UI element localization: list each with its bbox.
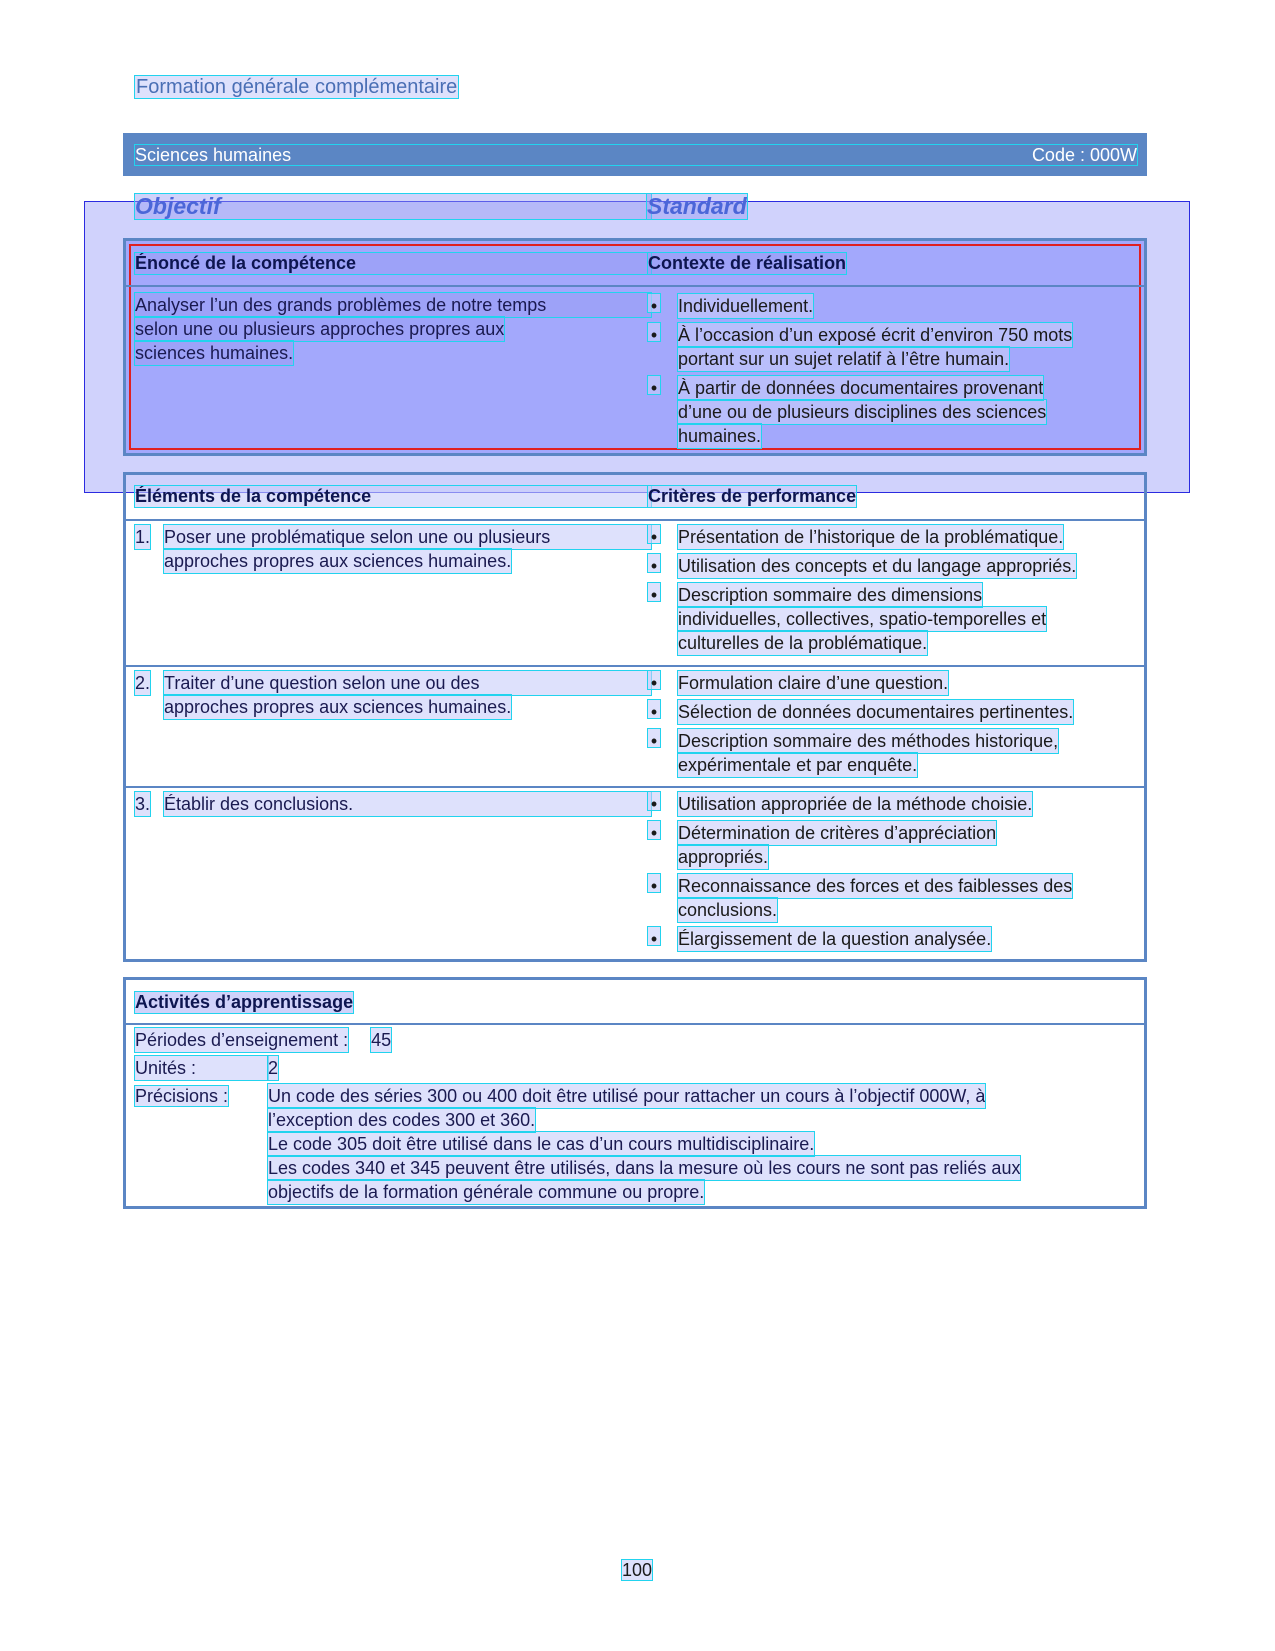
enonce-text: Analyser l’un des grands problèmes de notre temps selon une ou plusieurs approches propres aux sciences humaines. [135,293,651,365]
bullet-item: • Élargissement de la question analysée. [678,927,991,951]
bullet-icon: • [648,874,660,892]
enonce-header: Énoncé de la compétence [135,253,651,274]
bullet-icon: • [648,927,660,945]
bullet-item: • Individuellement. [678,294,813,318]
precisions-text: Un code des séries 300 ou 400 doit être utilisé pour rattacher un cours à l’objectif 000W, à l’exception des codes 300 et 360. Le code 305 doit être utilisé dans le cas d’un cours multidisciplinaire. Les codes 340 et 345 peuvent être utilisés, dans la mesure où les cours ne sont pas reliés aux objectifs de la formation générale commune ou propre. [268,1086,1021,1202]
bullet-icon: • [648,323,660,341]
bullet-item: • Présentation de l’historique de la problématique. [678,525,1063,549]
bullet-icon: • [648,729,660,747]
bullet-icon: • [648,671,660,689]
bullet-icon: • [648,294,660,312]
bullet-icon: • [648,583,660,601]
bullet-icon: • [648,821,660,839]
unites-row: Unités : 2 [135,1058,279,1078]
bullet-item: • Sélection de données documentaires pertinentes. [678,700,1073,724]
activites-header: Activités d’apprentissage [135,992,354,1012]
bullet-item: • Description sommaire des méthodes historique, expérimentale et par enquête. [678,729,1058,777]
bullet-item: • Formulation claire d’une question. [678,671,948,695]
contexte-header: Contexte de réalisation [648,253,847,273]
document-top-title: Formation générale complémentaire [136,76,458,98]
bullet-item: • Reconnaissance des forces et des faiblesses des conclusions. [678,874,1072,922]
header-band [123,133,1147,176]
bullet-item: • Utilisation des concepts et du langage appropriés. [678,554,1076,578]
bullet-item: • Utilisation appropriée de la méthode choisie. [678,792,1032,816]
elements-header: Éléments de la compétence [135,486,651,507]
standard-heading: Standard [647,193,747,219]
bullet-icon: • [648,525,660,543]
bullet-icon: • [648,792,660,810]
precisions-label: Précisions : [135,1086,229,1106]
objectif-heading: Objectif [135,194,651,219]
bullet-icon: • [648,700,660,718]
bullet-icon: • [648,554,660,572]
bullet-item: • À partir de données documentaires provenant d’une ou de plusieurs disciplines des sciences humaines. [678,376,1046,448]
bullet-icon: • [648,376,660,394]
periodes-row: Périodes d’enseignement : 45 [135,1030,392,1050]
criteres-header: Critères de performance [648,486,857,506]
bullet-item: • Détermination de critères d’appréciation appropriés. [678,821,996,869]
band-subject: Sciences humaines [135,145,292,165]
page-number: 100 [622,1560,653,1580]
bullet-item: • À l’occasion d’un exposé écrit d’environ 750 mots portant sur un sujet relatif à l’être humain. [678,323,1072,371]
bullet-item: • Description sommaire des dimensions individuelles, collectives, spatio-temporelles et culturelles de la problématique. [678,583,1046,655]
band-code: Code : 000W [1031,145,1137,165]
